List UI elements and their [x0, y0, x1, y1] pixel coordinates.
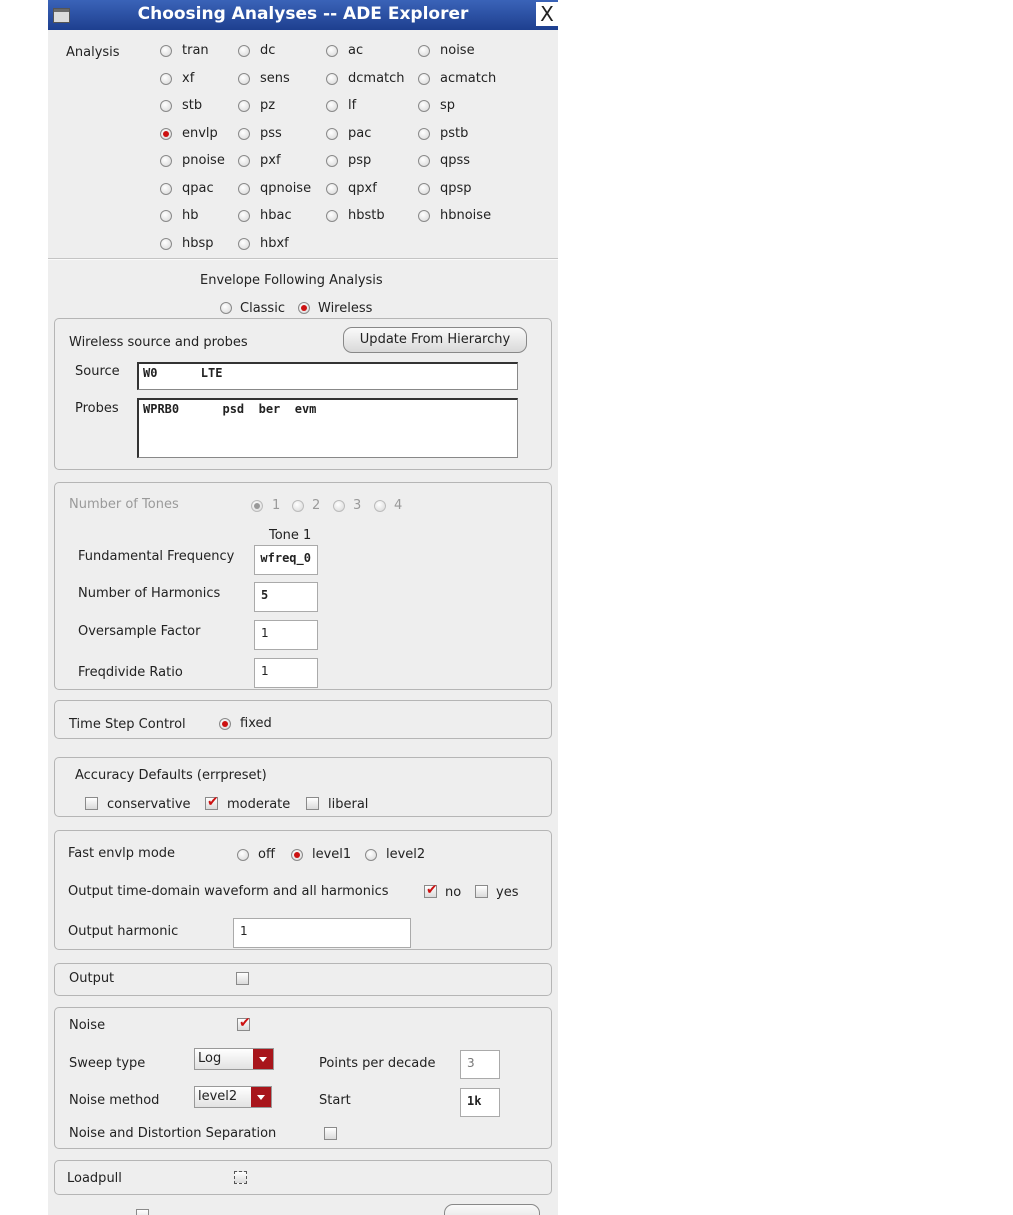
analysis-stb-radio[interactable] — [160, 100, 172, 112]
noise-label: Noise — [69, 1018, 106, 1033]
sweep-type-dropdown[interactable] — [194, 1048, 274, 1070]
analysis-sens-label: sens — [260, 70, 290, 86]
tones-3-radio[interactable] — [333, 500, 345, 512]
analysis-pxf-label: pxf — [260, 153, 281, 168]
analysis-ac-radio[interactable] — [326, 45, 338, 57]
analysis-pss-radio[interactable] — [238, 128, 250, 140]
analysis-dc-radio[interactable] — [238, 45, 250, 57]
time-step-fixed-radio[interactable] — [219, 718, 231, 730]
noise-distortion-separation-label: Noise and Distortion Separation — [69, 1126, 277, 1141]
bottom-button[interactable] — [444, 1204, 540, 1215]
fundamental-frequency-input[interactable]: 0_wfreq — [254, 545, 318, 575]
probes-field[interactable]: WPRB0 psd ber evm — [137, 398, 518, 458]
time-step-fixed-label: fixed — [240, 716, 272, 731]
oversample-factor-input[interactable]: 1 — [254, 620, 318, 650]
accuracy-liberal-checkbox[interactable] — [306, 797, 319, 810]
freqdivide-ratio-input[interactable]: 1 — [254, 658, 318, 688]
loadpull-checkbox[interactable] — [234, 1171, 247, 1184]
noise-method-dropdown[interactable] — [194, 1086, 272, 1108]
mode-classic-label: Classic — [240, 301, 285, 316]
analysis-sp-label: sp — [440, 98, 456, 113]
analysis-dcmatch-radio[interactable] — [326, 73, 338, 85]
analysis-xf-radio[interactable] — [160, 73, 172, 85]
points-per-decade-input[interactable]: 3 — [460, 1050, 500, 1079]
tones-4-label: 4 — [394, 498, 403, 513]
tones-4-radio[interactable] — [374, 500, 386, 512]
number-of-harmonics-label: Number of Harmonics — [78, 586, 221, 601]
analysis-hbstb-radio[interactable] — [326, 210, 338, 222]
analysis-pnoise-radio[interactable] — [160, 155, 172, 167]
analysis-qpss-radio[interactable] — [418, 155, 430, 167]
divider — [48, 258, 558, 260]
analysis-dc-label: dc — [260, 43, 276, 58]
tones-2-radio[interactable] — [292, 500, 304, 512]
chevron-down-icon[interactable] — [253, 1049, 273, 1069]
analysis-stb-label: stb — [182, 98, 203, 113]
number-of-harmonics-input[interactable]: 5 — [254, 582, 318, 612]
output-td-no-label: no — [445, 885, 462, 900]
mode-classic-radio[interactable] — [220, 302, 232, 314]
noise-method-label: Noise method — [69, 1093, 160, 1108]
analysis-pstb-label: pstb — [440, 125, 469, 141]
analysis-qpsp-label: qpsp — [440, 180, 472, 196]
fast-mode-level1-label: level1 — [312, 847, 352, 862]
analysis-hbac-label: hbac — [260, 208, 292, 223]
analysis-hbac-radio[interactable] — [238, 210, 250, 222]
analysis-psp-label: psp — [348, 153, 372, 168]
analysis-qpac-radio[interactable] — [160, 183, 172, 195]
analysis-pac-radio[interactable] — [326, 128, 338, 140]
fast-mode-level1-radio[interactable] — [291, 849, 303, 861]
analysis-tran-label: tran — [182, 43, 209, 58]
dialog-window — [48, 0, 558, 1215]
accuracy-moderate-checkbox[interactable] — [205, 797, 218, 810]
noise-distortion-separation-checkbox[interactable] — [324, 1127, 337, 1140]
output-harmonic-label: Output harmonic — [68, 924, 179, 939]
analysis-hbxf-label: hbxf — [260, 235, 289, 251]
fundamental-frequency-label: Fundamental Frequency — [78, 549, 235, 564]
analysis-dcmatch-label: dcmatch — [348, 70, 405, 86]
analysis-acmatch-radio[interactable] — [418, 73, 430, 85]
sweep-type-label: Sweep type — [69, 1056, 146, 1071]
sweep-type-value: Log — [198, 1051, 222, 1066]
fast-mode-off-label: off — [258, 847, 275, 862]
analysis-pz-label: pz — [260, 98, 276, 113]
analysis-qpxf-label: qpxf — [348, 180, 377, 196]
analysis-sens-radio[interactable] — [238, 73, 250, 85]
analysis-tran-radio[interactable] — [160, 45, 172, 57]
fast-envlp-mode-label: Fast envlp mode — [68, 846, 176, 861]
analysis-hb-radio[interactable] — [160, 210, 172, 222]
analysis-hbnoise-radio[interactable] — [418, 210, 430, 222]
loadpull-panel — [54, 1160, 552, 1195]
points-per-decade-label: Points per decade — [319, 1056, 436, 1071]
tones-1-label: 1 — [272, 498, 281, 513]
close-button[interactable]: X — [536, 2, 558, 26]
freqdivide-ratio-label: Freqdivide Ratio — [78, 665, 183, 680]
analysis-envlp-label: envlp — [182, 125, 218, 141]
accuracy-conservative-label: conservative — [107, 797, 191, 812]
fast-mode-level2-radio[interactable] — [365, 849, 377, 861]
mode-wireless-label: Wireless — [318, 301, 373, 316]
analysis-lf-radio[interactable] — [326, 100, 338, 112]
fast-mode-level2-label: level2 — [386, 847, 426, 862]
number-of-tones-label: Number of Tones — [69, 497, 179, 512]
analysis-lf-label: lf — [348, 98, 357, 113]
envelope-heading: Envelope Following Analysis — [200, 273, 383, 288]
start-label: Start — [319, 1093, 351, 1108]
update-from-hierarchy-button[interactable]: Update From Hierarchy — [343, 327, 527, 353]
tone1-header: Tone 1 — [269, 528, 312, 543]
mode-wireless-radio[interactable] — [298, 302, 310, 314]
analysis-pstb-radio[interactable] — [418, 128, 430, 140]
noise-method-value: level2 — [198, 1089, 238, 1104]
analysis-envlp-radio[interactable] — [160, 128, 172, 140]
analysis-qpnoise-radio[interactable] — [238, 183, 250, 195]
analysis-hb-label: hb — [182, 208, 199, 223]
analysis-label: Analysis — [66, 45, 120, 60]
analysis-pnoise-label: pnoise — [182, 153, 225, 168]
analysis-acmatch-label: acmatch — [440, 70, 497, 86]
oversample-factor-label: Oversample Factor — [78, 624, 201, 639]
analysis-xf-label: xf — [182, 70, 195, 86]
output-harmonic-input[interactable]: 1 — [233, 918, 411, 948]
noise-checkbox[interactable] — [237, 1018, 250, 1031]
analysis-qpnoise-label: qpnoise — [260, 180, 312, 196]
output-td-yes-label: yes — [496, 885, 519, 900]
output-td-yes-checkbox[interactable] — [475, 885, 488, 898]
fast-mode-off-radio[interactable] — [237, 849, 249, 861]
analysis-pss-label: pss — [260, 125, 282, 141]
time-step-control-label: Time Step Control — [69, 717, 186, 732]
accuracy-liberal-label: liberal — [328, 797, 369, 812]
title-bar[interactable] — [48, 0, 558, 30]
tones-2-label: 2 — [312, 498, 321, 513]
analysis-hbstb-label: hbstb — [348, 208, 385, 223]
bottom-checkbox[interactable] — [136, 1209, 149, 1215]
tones-3-label: 3 — [353, 498, 362, 513]
output-checkbox[interactable] — [236, 972, 249, 985]
analysis-qpxf-radio[interactable] — [326, 183, 338, 195]
analysis-hbsp-label: hbsp — [182, 235, 214, 251]
source-field[interactable]: W0 LTE — [137, 362, 518, 390]
analysis-hbnoise-label: hbnoise — [440, 208, 492, 223]
output-label: Output — [69, 971, 115, 986]
analysis-pxf-radio[interactable] — [238, 155, 250, 167]
analysis-ac-label: ac — [348, 43, 364, 58]
loadpull-label: Loadpull — [67, 1171, 122, 1186]
start-input[interactable]: 1k — [460, 1088, 500, 1117]
accuracy-moderate-label: moderate — [227, 797, 291, 812]
analysis-pz-radio[interactable] — [238, 100, 250, 112]
wireless-heading: Wireless source and probes — [69, 335, 248, 350]
analysis-pac-label: pac — [348, 125, 372, 141]
analysis-hbxf-radio[interactable] — [238, 238, 250, 250]
output-panel — [54, 963, 552, 996]
accuracy-conservative-checkbox[interactable] — [85, 797, 98, 810]
output-td-no-checkbox[interactable] — [424, 885, 437, 898]
analysis-psp-radio[interactable] — [326, 155, 338, 167]
probes-label: Probes — [75, 401, 119, 416]
analysis-hbsp-radio[interactable] — [160, 238, 172, 250]
tones-1-radio[interactable] — [251, 500, 263, 512]
chevron-down-icon[interactable] — [251, 1087, 271, 1107]
analysis-sp-radio[interactable] — [418, 100, 430, 112]
analysis-noise-label: noise — [440, 43, 475, 58]
source-label: Source — [75, 364, 120, 379]
analysis-qpsp-radio[interactable] — [418, 183, 430, 195]
analysis-qpac-label: qpac — [182, 180, 214, 196]
output-td-label: Output time-domain waveform and all harmonics — [68, 884, 389, 899]
analysis-qpss-label: qpss — [440, 153, 471, 168]
analysis-noise-radio[interactable] — [418, 45, 430, 57]
window-title: Choosing Analyses -- ADE Explorer — [137, 4, 469, 24]
accuracy-defaults-label: Accuracy Defaults (errpreset) — [75, 768, 267, 783]
